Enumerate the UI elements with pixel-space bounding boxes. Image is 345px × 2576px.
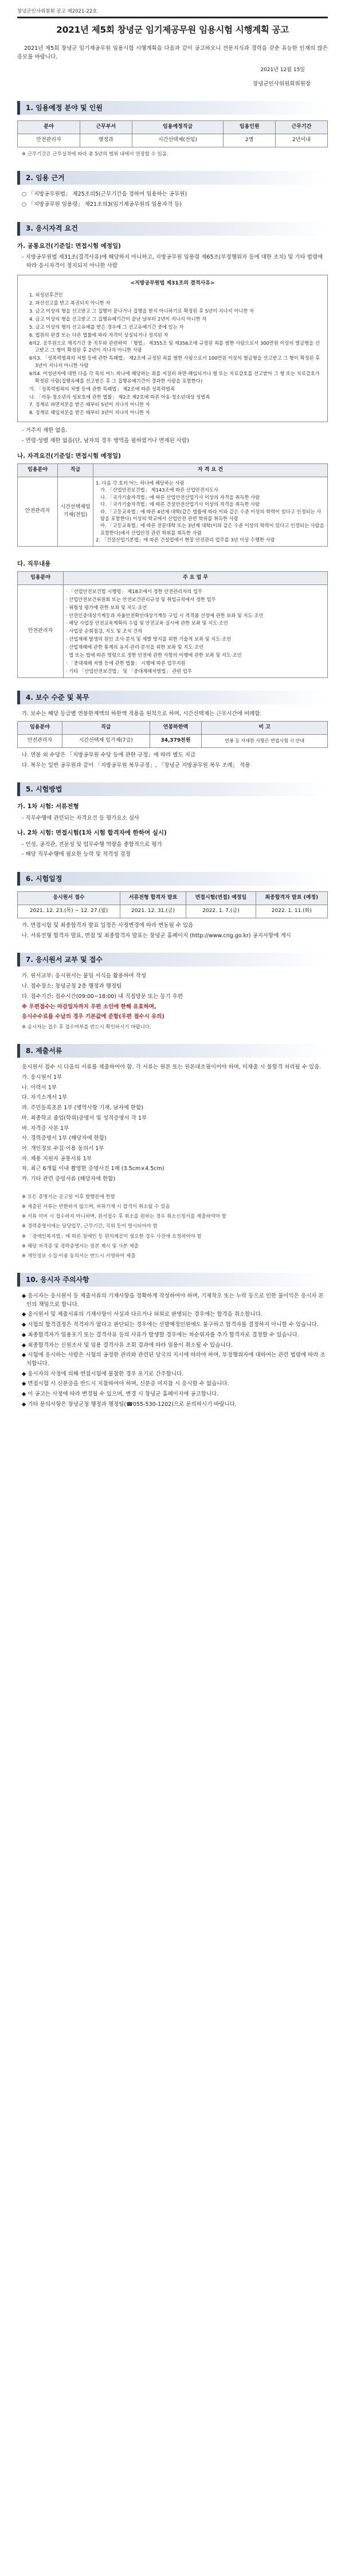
- section-2-heading: 2. 임용 근거: [17, 171, 328, 185]
- notice-date: 2021년 12월 15일: [260, 67, 305, 73]
- list-item: · 안전인증대상기계등과 자율안전확인대상기계등 구입 시 적격품 선정에 관한 보좌 및 지도·조언: [66, 612, 264, 618]
- postal-warning: 응시수수료를 수납의 경우 기본값에 준함(우편 접수시 유의): [22, 1014, 164, 1020]
- docs-note: ※ 서류 미비 시 접수하지 아니하며, 원서접수 후 취소를 원하는 경우 취소신청서를 제출하여야 함: [22, 1214, 226, 1220]
- common-req-text: 지방공무원법 제31조(결격사유)에 해당하지 아니하고, 지방공무원 임용령 제65조(부정행위자 등에 대한 조치) 및 기타 법령에 따라 응시자격이 정지되지 아니한 사람: [25, 254, 323, 269]
- step1-desc: - 직무수행에 관련되는 자격요건 등 평가요소 심사: [22, 815, 140, 821]
- step2-heading: 나. 2차 시험: 면접시험(1차 시험 합격자에 한하여 실시): [17, 829, 167, 837]
- docs-note: ※ 해당 자격증 및 경력증명서는 원본 제시 및 사본 제출: [22, 1243, 139, 1249]
- col-grade: 임용예정직급: [132, 121, 224, 134]
- salary-table: [17, 721, 328, 748]
- legal-basis-text: 「지방공무원법」 제25조의5(근무기간을 정하여 임용하는 공무원): [28, 191, 187, 198]
- apply-item: 가. 원서교부: 응시원서는 붙임 서식을 활용하여 작성: [22, 973, 147, 980]
- postal-warning: ※ 우편접수는 마감일자까지 우편 소인에 한해 유효하며,: [22, 1003, 156, 1010]
- table-row: [18, 584, 328, 677]
- list-item: 나. 「아동·청소년의 성보호에 관한 법률」 제2조 제2호에 따른 아동·청소년대상 성범죄: [29, 393, 210, 400]
- caution-text: 응시자의 사정에 의해 면접시험에 불참한 경우 포기로 간주합니다.: [28, 1370, 184, 1377]
- caution-text: 이 공고는 사정에 따라 변경될 수 있으며, 변경 시 창녕군 홈페이지에 공고합니다.: [28, 1391, 219, 1398]
- section-3-heading: 3. 응시자격 요건: [17, 222, 328, 236]
- section-8-heading: 8. 제출서류: [17, 1044, 328, 1058]
- list-item: 가. 「산업안전보건법」 제143조에 따른 산업안전지도사: [100, 487, 218, 493]
- section-1-heading: 1. 임용예정 분야 및 인원: [17, 101, 328, 115]
- qualification-table: [17, 463, 328, 547]
- list-item: 7. 징계로 파면처분을 받은 때부터 5년이 지나지 아니한 자: [29, 402, 150, 408]
- list-item: 2. 파산선고를 받고 복권되지 아니한 자: [29, 300, 111, 306]
- caution-item: ◆ 면접시험 시 신분증을 반드시 지참하여야 하며, 신분증 미지참 시 응시할 수 없습니다.: [22, 1381, 229, 1388]
- salary-intro: 가. 보수는 해당 등급별 연봉한계액의 하한액 적용을 원칙으로 하며, 시간선택제는 근무시간에 비례함.: [22, 711, 262, 718]
- caution-item: ◆ 최종합격자가 임용포기 또는 결격사유 등의 사유가 발생할 경우에는 차순위자를 추가 합격자로 결정할 수 있습니다.: [22, 1331, 299, 1338]
- schedule-item: 나. 서류전형 합격자 발표, 면접 및 최종합격자 발표는 창녕군 홈페이지 (http://www.cng.go.kr) 공지사항에 게시: [22, 932, 291, 939]
- cell: 2022. 1. 7.(금): [186, 905, 256, 918]
- issuer-name: 창녕군인사위원회위원장: [253, 80, 311, 87]
- col-final-result: 최종합격자 발표 (예정): [256, 892, 327, 905]
- extra-req-text: 거주지 제한 없음.: [25, 427, 68, 434]
- salary-intro-text: 보수는 해당 등급별 연봉한계액의 하한액 적용을 원칙으로 하며, 시간선택제는 근무시간에 비례함.: [30, 711, 262, 718]
- cell: 안전관리자: [18, 134, 80, 147]
- cell: 안전관리자: [18, 584, 64, 677]
- caution-item: ◆ 기타 문의사항은 창녕군청 행정과 행정팀(☎055-530-1202)으로 문의하시기 바랍니다.: [22, 1401, 237, 1408]
- caution-item: ◆ 이 공고는 사정에 따라 변경될 수 있으며, 변경 시 창녕군 홈페이지에 공고합니다.: [22, 1391, 219, 1398]
- caution-text: 면접시험 시 신분증을 반드시 지참하여야 하며, 신분증 미지참 시 응시할 수 없습니다.: [28, 1381, 229, 1388]
- box-title: <지방공무원법 제31조의 결격사유>: [130, 280, 215, 287]
- docs-note: ※ 「장애인복지법」에 따른 장애인 등 편의제공이 필요한 경우 사전에 요청하여야 함: [22, 1233, 202, 1240]
- disqualification-box: [17, 275, 328, 422]
- extra-requirement: - 연령·성별 제한 없음(단, 남자의 경우 병역을 필하였거나 면제된 사람): [22, 437, 189, 444]
- legal-basis-item: ○ 「지방공무원법」 제25조의5(근무기간을 정하여 임용하는 공무원): [22, 191, 187, 198]
- table-row: [18, 477, 328, 546]
- docs-note: ※ 경력증명서에는 담당업무, 근무기간, 직위 등이 명시되어야 함: [22, 1223, 158, 1230]
- apply-item-text: 원서교부: 응시원서는 붙임 서식을 활용하여 작성: [30, 973, 147, 980]
- cell: 2명: [224, 134, 276, 147]
- list-item: 가. 「성폭력범죄의 처벌 등에 관한 특례법」 제2조에 따른 성폭력범죄: [29, 385, 175, 392]
- table-row: [18, 905, 328, 918]
- salary-item: 다. 복무는 일반 공무원과 같이 「지방공무원 복무규정」, 「창녕군 지방공무원 복무 조례」 적용: [22, 762, 250, 769]
- caution-text: 시험에 응시하는 사람은 시험의 공정한 관리와 관련된 당국의 지시에 따라야 하며, 부정행위자에 대하여는 관련 법령에 따라 조치합니다.: [26, 1352, 326, 1367]
- col-requirements: 자 격 요 건: [93, 463, 328, 477]
- docs-note: ※ 개인정보 수집·이용 동의서는 반드시 서명하여 제출: [22, 1253, 136, 1259]
- spacer: [17, 1186, 328, 1191]
- list-item: · 「산업안전보건법 시행령」 제18조에서 정한 안전관리자의 업무: [66, 588, 202, 594]
- cell: 34,379천원: [150, 735, 202, 748]
- cell: 시간선택제 임기제(7급): [62, 735, 150, 748]
- list-item: 8. 징계로 해임처분을 받은 때부터 3년이 지나지 아니한 자: [29, 410, 150, 416]
- list-item: 1. 피성년후견인: [29, 292, 63, 298]
- caution-text: 시험의 합격결정은 적격자가 없다고 판단되는 경우에는 선발예정인원에도 불구하고 합격자를 결정하지 아니할 수 있습니다.: [28, 1322, 319, 1328]
- cell: 2021. 12. 23.(목) ~ 12. 27.(월): [18, 905, 120, 918]
- col-field: 임용분야: [18, 722, 62, 735]
- list-item: 가. 응시원서 1부: [22, 1074, 62, 1081]
- col-grade: 직급: [58, 463, 93, 477]
- step2-item: - 해당 직무수행에 필요한 능력 및 적격성 검정: [22, 851, 131, 858]
- col-duties: 주 요 업 무: [64, 572, 328, 585]
- list-item: 마. 최종학교 졸업(학위)증명서 및 성적증명서 각 1부: [22, 1114, 147, 1121]
- duty-table: [17, 571, 328, 678]
- list-item: · 산업재해 발생의 원인 조사·분석 및 재발 방지를 위한 기술적 보좌 및 지도·조언: [66, 636, 232, 642]
- cell: 안전관리자: [18, 735, 62, 748]
- caution-text: 최종합격자는 신원조사 및 임용 결격사유 조회 결과에 따라 임용이 취소될 수 있습니다.: [28, 1342, 233, 1349]
- list-item: 3. 금고 이상의 형을 선고받고 그 집행이 끝나거나 집행을 받지 아니하기로 확정된 후 5년이 지나지 아니한 자: [29, 308, 254, 314]
- schedule-item-text: 면접시험 및 최종합격자 발표 일정은 사정변경에 따라 변동될 수 있음: [30, 922, 194, 929]
- schedule-item-text: 서류전형 합격자 발표, 면접 및 최종합격자 발표는 창녕군 홈페이지 (http://www.cng.go.kr) 공지사항에 게시: [30, 932, 291, 939]
- section-10-heading: 10. 응시자 주의사항: [17, 1273, 328, 1287]
- section-6-heading: 6. 시험일정: [17, 872, 328, 886]
- caution-item: ◆ 시험에 응시하는 사람은 시험의 공정한 관리와 관련된 당국의 지시에 따라야 하며, 부정행위자에 대하여는 관련 법령에 따라 조치합니다.: [22, 1352, 326, 1367]
- docs-note: ※ 제출된 서류는 반환하지 않으며, 허위기재 시 합격이 취소될 수 있음: [22, 1203, 170, 1210]
- table-row: [18, 735, 328, 748]
- cell: 2년이내: [276, 134, 328, 147]
- intro-text: 2021년 제5회 창녕군 임기제공무원 임용시험 시행계획을 다음과 같이 공고하오니 전문지식과 경력을 갖춘 유능한 인재의 많은 응모를 바랍니다.: [17, 45, 328, 60]
- page-title: 2021년 제5회 창녕군 임기제공무원 임용시험 시행계획 공고: [56, 25, 289, 36]
- list-item: 자. 채용 지원자 공통서류 1부: [22, 1155, 92, 1162]
- list-item: 라. 주민등록초본 1부 (병역사항 기재, 남자에 한함): [22, 1105, 143, 1112]
- list-item: 1. 다음 각 호의 어느 하나에 해당하는 사람: [96, 480, 185, 486]
- schedule-table: [17, 891, 328, 918]
- list-item: 4. 금고 이상의 형을 선고받고 그 집행유예기간이 끝난 날부터 2년이 지나지 아니한 자: [29, 315, 207, 322]
- list-item: 다. 자기소개서 1부: [22, 1094, 68, 1101]
- duty-heading: 다. 직무내용: [17, 560, 51, 567]
- legal-basis-text: 「지방공무원 임용령」 제21조의3(임기제공무원의 임용자격 등): [28, 201, 182, 208]
- col-field: 분야: [18, 121, 80, 134]
- table-row: [18, 134, 328, 147]
- section-7-heading: 7. 응시원서 교부 및 접수: [17, 953, 328, 967]
- col-dept: 근무부서: [80, 121, 132, 134]
- duty-list: [66, 588, 325, 675]
- title-rule: [17, 17, 328, 18]
- list-item: 차. 최근 6개월 이내 촬영한 증명사진 1매 (3.5cm×4.5cm): [22, 1166, 164, 1172]
- col-salary: 연봉하한액: [150, 722, 202, 735]
- list-item: · 사업장 순회점검, 지도 및 조치 건의: [66, 628, 143, 634]
- list-item: · 법 또는 법에 따른 명령으로 정한 안전에 관한 사항의 이행에 관한 보좌 및 지도·조언: [66, 652, 242, 658]
- col-grade: 직급: [62, 722, 150, 735]
- list-item: 아. 개인정보 수집·이용 동의서 1부: [22, 1145, 104, 1152]
- list-item: 마. 「고등교육법」에 따른 전문대학 또는 3년제 대학(이와 같은 수준 이상의 학력이 있다고 인정되는 사람을 포함한다)에서 산업안전 관련 학위를 취득한 사람: [100, 523, 324, 536]
- apply-item: 나. 접수장소: 창녕군청 2층 행정과 행정팀: [22, 983, 122, 990]
- apply-item: 다. 접수기간: 접수시간(09:00~18:00) 내 직접방문 또는 등기 우편: [22, 993, 183, 1000]
- docs-intro: 응시원서 접수 시 다음의 서류를 제출하여야 함. 각 서류는 원본 또는 원본대조필이어야 하며, 미제출 시 불합격 처리될 수 있음.: [22, 1064, 322, 1071]
- list-item: 5. 금고 이상의 형의 선고유예를 받은 경우에 그 선고유예기간 중에 있는 자: [29, 324, 184, 330]
- col-field: 임용분야: [18, 463, 58, 477]
- common-requirements-text: - 지방공무원법 제31조(결격사유)에 해당하지 아니하고, 지방공무원 임용령 제65조(부정행위자 등에 대한 조치) 및 기타 법령에 따라 응시자격이 정지되지 아니한 사람: [22, 254, 323, 269]
- caution-text: 최종합격자가 임용포기 또는 결격사유 등의 사유가 발생할 경우에는 차순위자를 추가 합격자로 결정할 수 있습니다.: [28, 1331, 299, 1338]
- list-item: · 산업재해에 관한 통계의 유지·관리·분석을 위한 보좌 및 지도·조언: [66, 644, 204, 650]
- cell: 연봉 등 자세한 사항은 면접시험 시 안내: [202, 735, 328, 748]
- step2-item-text: 해당 직무수행에 필요한 능력 및 적격성 검정: [25, 851, 131, 858]
- apply-item-text: 접수기간: 접수시간(09:00~18:00) 내 직접방문 또는 등기 우편: [30, 993, 183, 1000]
- cell: 행정과: [80, 134, 132, 147]
- salary-item: 나. 연봉 외 수당은 「지방공무원 수당 등에 관한 규정」에 따라 별도 지급: [22, 751, 196, 758]
- cell: 안전관리자: [18, 477, 58, 546]
- col-count: 임용인원: [224, 121, 276, 134]
- list-item: · 「중대재해 처벌 등에 관한 법률」 시행에 따른 업무지원: [66, 660, 186, 666]
- list-item: 라. 「고등교육법」에 따른 4년제 대학(같은 법률에 따라 이와 같은 수준 이상의 학력이 있다고 인정되는 사람을 포함한다) 이상의 학교에서 산업안전 관련 학위를 취득한 사람: [100, 508, 322, 521]
- salary-item-text: 복무는 일반 공무원과 같이 「지방공무원 복무규정」, 「창녕군 지방공무원 복무 조례」 적용: [30, 762, 250, 769]
- list-item: · 산업안전보건위원회 또는 안전보건관리규정 및 취업규칙에서 정한 업무: [66, 596, 216, 602]
- caution-text: 응시원서 및 제출서류의 기재사항이 사실과 다르거나 허위로 판명되는 경우에는 합격을 취소합니다.: [28, 1311, 262, 1318]
- list-item: · 위험성 평가에 관한 보좌 및 지도·조언: [66, 604, 147, 610]
- cell: 2022. 1. 11.(화): [256, 905, 327, 918]
- list-item: 6의2. 공무원으로 재직기간 중 직무와 관련하여 「형법」 제355조 및 제356조에 규정된 죄를 범한 사람으로서 300만원 이상의 벌금형을 선고받고 그 형이 확정된 후 2년이 지나지 아니한 사람: [29, 340, 320, 353]
- list-item: · 해당 사업장 안전교육계획의 수립 및 안전교육 실시에 관한 보좌 및 지도·조언: [66, 620, 228, 626]
- list-item: 카. 기타 관련 증빙서류 (해당자에 한함): [22, 1176, 116, 1183]
- col-apply: 응시원서 접수: [18, 892, 120, 905]
- legal-basis-item: ○ 「지방공무원 임용령」 제21조의3(임기제공무원의 임용자격 등): [22, 201, 182, 208]
- col-doc-result: 서류전형 합격자 발표: [120, 892, 186, 905]
- cell: 2021. 12. 31.(금): [120, 905, 186, 918]
- notice-number: 창녕군인사위원회 공고 제2021-22호: [17, 9, 97, 14]
- col-remark: 비 고: [202, 722, 328, 735]
- list-item: 나. 「국가기술자격법」에 따른 산업안전산업기사 이상의 자격을 취득한 사람: [100, 494, 260, 500]
- section-5-heading: 5. 시험방법: [17, 782, 328, 796]
- caution-item: ◆ 응시원서 및 제출서류의 기재사항이 사실과 다르거나 허위로 판명되는 경우에는 합격을 취소합니다.: [22, 1311, 262, 1318]
- extra-requirement: - 거주지 제한 없음.: [22, 427, 68, 434]
- list-item: · 기타 「산업안전보건법」 및 「중대재해처벌법」 관련 업무: [66, 668, 192, 674]
- list-item: 나. 이력서 1부: [22, 1084, 57, 1091]
- period-note: ※ 근무기간은 근무실적에 따라 총 5년의 범위 내에서 연장할 수 있음.: [22, 151, 168, 158]
- qualification-heading: 나. 자격요건(기준일: 면접시험 예정일): [17, 452, 121, 459]
- positions-table: [17, 120, 328, 147]
- cell: 시간선택제임기제(전임): [58, 477, 93, 546]
- requirements-cell: [93, 477, 328, 546]
- caution-item: ◆ 응시자의 사정에 의해 면접시험에 불참한 경우 포기로 간주합니다.: [22, 1370, 184, 1377]
- section-4-heading: 4. 보수 수준 및 복무: [17, 691, 328, 704]
- apply-item-text: 접수장소: 창녕군청 2층 행정과 행정팀: [30, 983, 122, 990]
- list-item: 바. 자격증 사본 1부: [22, 1125, 69, 1132]
- docs-note: ※ 모든 증명서는 공고일 이후 발행분에 한함: [22, 1194, 115, 1200]
- caution-item: ◆ 최종합격자는 신원조사 및 임용 결격사유 조회 결과에 따라 임용이 취소될 수 있습니다.: [22, 1342, 233, 1349]
- list-item: 사. 경력증명서 1부 (해당자에 한함): [22, 1135, 107, 1142]
- col-period: 근무기간: [276, 121, 328, 134]
- col-field: 임용분야: [18, 572, 64, 585]
- caution-text: 기타 문의사항은 창녕군청 행정과 행정팀(☎055-530-1202)으로 문의하시기 바랍니다.: [28, 1401, 237, 1408]
- common-requirements-heading: 가. 공통요건(기준일: 면접시험 예정일): [17, 242, 121, 250]
- list-item: 6의4. 미성년자에 대한 다음 각 목의 어느 하나에 해당하는 죄를 저질러 파면·해임되거나 형 또는 치료감호를 선고받아 그 형 또는 치료감호가 확정된 사람(집행유예를 선고받은 후 그 집행유예기간이 경과한 사람을 포함한다): [29, 371, 320, 384]
- footer-spacer: [17, 1411, 328, 1434]
- caution-text: 응시자는 응시원서 등 제출서류의 기재사항을 정확하게 작성하여야 하며, 기재착오 또는 누락 등으로 인한 불이익은 응시자 본인의 책임으로 합니다.: [26, 1293, 324, 1308]
- col-interview: 면접시험(면접) 예정일: [186, 892, 256, 905]
- step2-item: - 인성, 공직관, 전문성 및 업무수행 역량을 종합적으로 평가: [22, 841, 162, 848]
- caution-item: ◆ 응시자는 응시원서 등 제출서류의 기재사항을 정확하게 작성하여야 하며, 기재착오 또는 누락 등으로 인한 불이익은 응시자 본인의 책임으로 합니다.: [22, 1293, 324, 1308]
- duties-cell: [64, 584, 328, 677]
- list-item: 6. 법원의 판결 또는 다른 법률에 따라 자격이 상실되거나 정지된 자: [29, 332, 168, 338]
- caution-item: ◆ 시험의 합격결정은 적격자가 없다고 판단되는 경우에는 선발예정인원에도 불구하고 합격자를 결정하지 아니할 수 있습니다.: [22, 1322, 319, 1328]
- list-item: 6의3. 「성폭력범죄의 처벌 등에 관한 특례법」 제2조에 규정된 죄를 범한 사람으로서 100만원 이상의 벌금형을 선고받고 그 형이 확정된 후 3년이 지나지 아니한 사람: [29, 355, 320, 369]
- confirm-note: ※ 응시자는 접수 후 접수여부를 반드시 확인하시기 바랍니다.: [22, 1024, 151, 1031]
- salary-item-text: 연봉 외 수당은 「지방공무원 수당 등에 관한 규정」에 따라 별도 지급: [30, 751, 196, 758]
- step2-item-text: 인성, 공직관, 전문성 및 업무수행 역량을 종합적으로 평가: [25, 841, 162, 848]
- step1-desc-text: 직무수행에 관련되는 자격요건 등 평가요소 심사: [25, 815, 140, 821]
- list-item: 다. 「국가기술자격법」에 따른 건설안전산업기사 이상의 자격을 취득한 사람: [100, 501, 260, 508]
- step1-heading: 가. 1차 시험: 서류전형: [17, 803, 79, 810]
- cell: 시간선택제(전임): [132, 134, 224, 147]
- extra-req-text: 연령·성별 제한 없음(단, 남자의 경우 병역을 필하였거나 면제된 사람): [25, 437, 189, 444]
- schedule-item: 가. 면접시험 및 최종합격자 발표 일정은 사정변경에 따라 변동될 수 있음: [22, 922, 194, 929]
- list-item: 2. 「건설산업기본법」에 따른 건설업에서 현장 안전관리 업무를 3년 이상 수행한 사람: [96, 537, 275, 543]
